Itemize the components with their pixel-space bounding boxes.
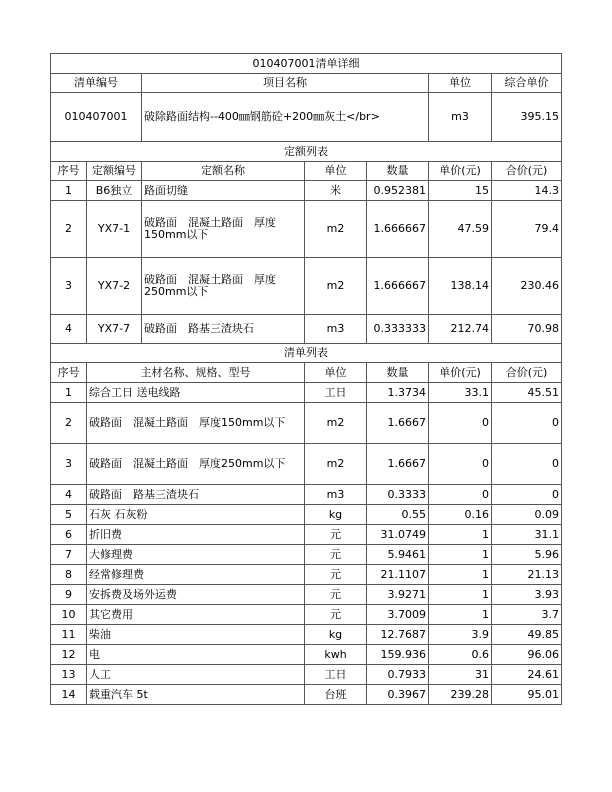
material-section-title: 清单列表 <box>51 344 562 363</box>
quota-name: 破路面 混凝土路面 厚度250mm以下 <box>142 258 305 315</box>
material-total: 95.01 <box>492 685 562 705</box>
quota-unit-price: 15 <box>429 181 492 201</box>
quota-no: 3 <box>51 258 87 315</box>
quota-unit: m3 <box>305 315 367 344</box>
quota-code: YX7-1 <box>87 201 142 258</box>
material-header-row <box>51 363 562 383</box>
material-qty: 3.9271 <box>367 585 429 605</box>
material-total-header: 合价(元) <box>492 363 562 383</box>
material-name: 折旧费 <box>87 525 305 545</box>
material-no: 4 <box>51 485 87 505</box>
material-unit: 台班 <box>305 685 367 705</box>
material-name: 综合工日 送电线路 <box>87 383 305 403</box>
material-unit: 工日 <box>305 665 367 685</box>
quota-row <box>51 181 562 201</box>
material-total: 45.51 <box>492 383 562 403</box>
bill-row <box>51 93 562 142</box>
bill-name-header: 项目名称 <box>142 74 429 93</box>
quota-total: 79.4 <box>492 201 562 258</box>
material-no: 11 <box>51 625 87 645</box>
bill-unit-header: 单位 <box>429 74 492 93</box>
material-row <box>51 545 562 565</box>
material-unit-price: 1 <box>429 565 492 585</box>
material-qty: 3.7009 <box>367 605 429 625</box>
bill-price: 395.15 <box>492 93 562 142</box>
material-section-row <box>51 344 562 363</box>
quota-code-header: 定额编号 <box>87 162 142 181</box>
quota-unit-price: 138.14 <box>429 258 492 315</box>
material-unit-price: 33.1 <box>429 383 492 403</box>
material-name: 载重汽车 5t <box>87 685 305 705</box>
material-row <box>51 485 562 505</box>
material-total: 0 <box>492 485 562 505</box>
material-total: 24.61 <box>492 665 562 685</box>
material-qty: 1.6667 <box>367 403 429 444</box>
material-unit-price: 0 <box>429 403 492 444</box>
material-total: 21.13 <box>492 565 562 585</box>
quota-qty: 1.666667 <box>367 258 429 315</box>
material-row <box>51 665 562 685</box>
material-no: 14 <box>51 685 87 705</box>
quota-row <box>51 258 562 315</box>
quota-no: 4 <box>51 315 87 344</box>
material-unit-price: 1 <box>429 585 492 605</box>
material-unit-price: 3.9 <box>429 625 492 645</box>
material-name: 石灰 石灰粉 <box>87 505 305 525</box>
quota-code: YX7-2 <box>87 258 142 315</box>
material-row <box>51 585 562 605</box>
material-no: 9 <box>51 585 87 605</box>
material-unit-header: 单位 <box>305 363 367 383</box>
material-row <box>51 505 562 525</box>
quota-total-header: 合价(元) <box>492 162 562 181</box>
quota-unit-price: 47.59 <box>429 201 492 258</box>
material-row <box>51 605 562 625</box>
material-qty: 0.7933 <box>367 665 429 685</box>
material-row <box>51 565 562 585</box>
quota-name-header: 定额名称 <box>142 162 305 181</box>
material-unit: 元 <box>305 545 367 565</box>
quota-no-header: 序号 <box>51 162 87 181</box>
material-unit-price: 0.16 <box>429 505 492 525</box>
material-no: 8 <box>51 565 87 585</box>
material-no: 1 <box>51 383 87 403</box>
material-name: 安拆费及场外运费 <box>87 585 305 605</box>
quota-name: 路面切缝 <box>142 181 305 201</box>
quota-section-row <box>51 142 562 162</box>
material-no: 2 <box>51 403 87 444</box>
material-unit-price-header: 单价(元) <box>429 363 492 383</box>
material-qty: 159.936 <box>367 645 429 665</box>
quota-code: YX7-7 <box>87 315 142 344</box>
material-qty: 5.9461 <box>367 545 429 565</box>
material-row <box>51 403 562 444</box>
quota-header-row <box>51 162 562 181</box>
material-name: 人工 <box>87 665 305 685</box>
material-unit: kg <box>305 625 367 645</box>
material-unit-price: 0 <box>429 485 492 505</box>
quota-unit: m2 <box>305 201 367 258</box>
material-name: 经常修理费 <box>87 565 305 585</box>
material-unit: m2 <box>305 444 367 485</box>
material-unit-price: 1 <box>429 525 492 545</box>
bill-price-header: 综合单价 <box>492 74 562 93</box>
quota-total: 14.3 <box>492 181 562 201</box>
quota-qty: 0.952381 <box>367 181 429 201</box>
material-name: 柴油 <box>87 625 305 645</box>
quota-qty: 0.333333 <box>367 315 429 344</box>
quota-section-title: 定额列表 <box>51 142 562 162</box>
material-total: 0 <box>492 403 562 444</box>
material-qty: 21.1107 <box>367 565 429 585</box>
material-unit-price: 0 <box>429 444 492 485</box>
quota-name: 破路面 混凝土路面 厚度150mm以下 <box>142 201 305 258</box>
material-unit: m3 <box>305 485 367 505</box>
material-qty-header: 数量 <box>367 363 429 383</box>
material-name: 破路面 混凝土路面 厚度150mm以下 <box>87 403 305 444</box>
material-unit: 工日 <box>305 383 367 403</box>
material-unit-price: 31 <box>429 665 492 685</box>
material-no: 5 <box>51 505 87 525</box>
table-title: 010407001清单详细 <box>51 54 562 74</box>
material-qty: 12.7687 <box>367 625 429 645</box>
quota-no: 1 <box>51 181 87 201</box>
quota-total: 230.46 <box>492 258 562 315</box>
material-no: 13 <box>51 665 87 685</box>
quota-name: 破路面 路基三渣块石 <box>142 315 305 344</box>
material-qty: 0.3333 <box>367 485 429 505</box>
quota-row <box>51 201 562 258</box>
material-total: 31.1 <box>492 525 562 545</box>
material-unit-price: 239.28 <box>429 685 492 705</box>
material-name: 大修理费 <box>87 545 305 565</box>
material-unit: kwh <box>305 645 367 665</box>
material-unit: kg <box>305 505 367 525</box>
bill-unit: m3 <box>429 93 492 142</box>
material-no: 6 <box>51 525 87 545</box>
quota-no: 2 <box>51 201 87 258</box>
material-row <box>51 685 562 705</box>
bill-header-row <box>51 74 562 93</box>
bill-code-header: 清单编号 <box>51 74 142 93</box>
material-no: 12 <box>51 645 87 665</box>
material-unit: m2 <box>305 403 367 444</box>
material-name: 其它费用 <box>87 605 305 625</box>
material-row <box>51 383 562 403</box>
material-total: 49.85 <box>492 625 562 645</box>
material-row <box>51 444 562 485</box>
material-qty: 0.3967 <box>367 685 429 705</box>
material-total: 0 <box>492 444 562 485</box>
material-name-header: 主材名称、规格、型号 <box>87 363 305 383</box>
material-qty: 1.6667 <box>367 444 429 485</box>
material-qty: 31.0749 <box>367 525 429 545</box>
quota-unit-header: 单位 <box>305 162 367 181</box>
material-total: 3.93 <box>492 585 562 605</box>
quota-unit: m2 <box>305 258 367 315</box>
material-unit-price: 1 <box>429 605 492 625</box>
material-unit: 元 <box>305 585 367 605</box>
material-total: 5.96 <box>492 545 562 565</box>
material-row <box>51 525 562 545</box>
material-row <box>51 645 562 665</box>
material-total: 3.7 <box>492 605 562 625</box>
material-no: 10 <box>51 605 87 625</box>
quota-row <box>51 315 562 344</box>
material-name: 破路面 路基三渣块石 <box>87 485 305 505</box>
material-unit-price: 1 <box>429 545 492 565</box>
quota-unit: 米 <box>305 181 367 201</box>
material-unit: 元 <box>305 525 367 545</box>
quota-unit-price-header: 单价(元) <box>429 162 492 181</box>
quota-qty-header: 数量 <box>367 162 429 181</box>
material-total: 0.09 <box>492 505 562 525</box>
material-qty: 0.55 <box>367 505 429 525</box>
bill-name: 破除路面结构--400㎜钢筋砼+200㎜灰土</br> <box>142 93 429 142</box>
material-unit: 元 <box>305 565 367 585</box>
table-title-row <box>51 54 562 74</box>
material-no-header: 序号 <box>51 363 87 383</box>
material-row <box>51 625 562 645</box>
quota-code: B6独立 <box>87 181 142 201</box>
material-name: 电 <box>87 645 305 665</box>
material-qty: 1.3734 <box>367 383 429 403</box>
material-unit-price: 0.6 <box>429 645 492 665</box>
material-no: 7 <box>51 545 87 565</box>
bill-detail-table <box>50 53 562 705</box>
bill-code: 010407001 <box>51 93 142 142</box>
material-no: 3 <box>51 444 87 485</box>
material-total: 96.06 <box>492 645 562 665</box>
quota-qty: 1.666667 <box>367 201 429 258</box>
material-unit: 元 <box>305 605 367 625</box>
material-name: 破路面 混凝土路面 厚度250mm以下 <box>87 444 305 485</box>
quota-total: 70.98 <box>492 315 562 344</box>
quota-unit-price: 212.74 <box>429 315 492 344</box>
